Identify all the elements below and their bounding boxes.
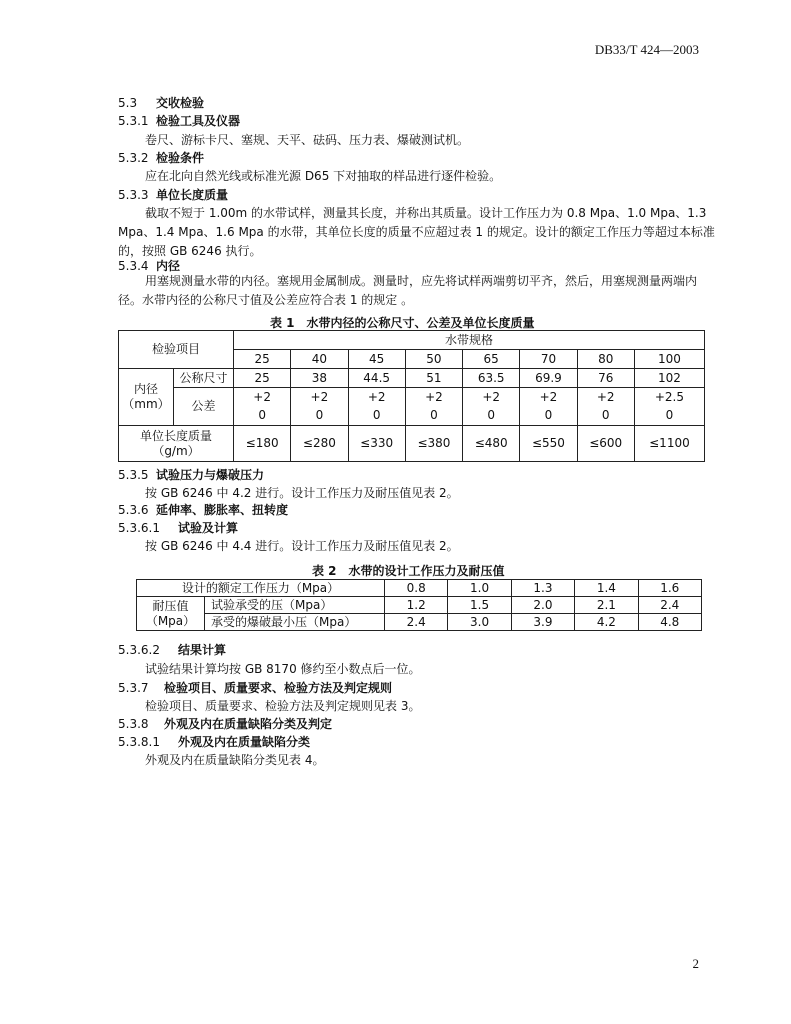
nominal-cell: 69.9 [520,369,577,388]
section-5-3-6-1: 5.3.6.1 试验及计算 [118,521,239,535]
burst-cell: 4.2 [575,614,638,631]
spec-cell: 80 [577,350,634,369]
section-5-3-8: 5.3.8 外观及内在质量缺陷分类及判定 [118,717,333,731]
spec-cell: 25 [234,350,291,369]
spec-cell: 45 [348,350,405,369]
tol-up-cell: +2 [291,388,348,407]
test-cell: 2.0 [511,597,574,614]
tol-low-cell: 0 [234,407,291,426]
tol-low-cell: 0 [348,407,405,426]
tol-up-cell: +2.5 [634,388,704,407]
section-5-3-5-text: 按 GB 6246 中 4.2 进行。设计工作压力及耐压值见表 2。 [145,486,459,500]
row-label-mass: 单位长度质量 （g/m） [119,426,234,462]
section-5-3-4: 5.3.4 内径 [118,259,181,273]
tol-low-cell: 0 [405,407,462,426]
test-cell: 2.4 [638,597,701,614]
table-2-caption: 表 2 水带的设计工作压力及耐压值 [312,564,505,578]
mass-cell: ≤380 [405,426,462,462]
row-label-design-pressure: 设计的额定工作压力（Mpa） [137,580,385,597]
section-5-3-4-text: 用塞规测量水带的内径。塞规用金属制成。测量时，应先将试样两端剪切平齐，然后，用塞规测量两端内径。水带内径的公称尺寸值及公差应符合表 1 的规定 。 [118,274,698,307]
table-1-header-spec: 水带规格 [234,331,705,350]
section-5-3-1-text: 卷尺、游标卡尺、塞规、天平、砝码、压力表、爆破测试机。 [145,133,470,147]
tol-low-cell: 0 [291,407,348,426]
nominal-cell: 25 [234,369,291,388]
tol-low-cell: 0 [634,407,704,426]
section-5-3-2: 5.3.2 检验条件 [118,151,205,165]
spec-cell: 70 [520,350,577,369]
row-label-tolerance: 公差 [174,388,234,426]
nominal-cell: 38 [291,369,348,388]
section-5-3-7-text: 检验项目、质量要求、检验方法及判定规则见表 3。 [145,699,421,713]
design-cell: 1.6 [638,580,701,597]
section-5-3-6-2-text: 试验结果计算均按 GB 8170 修约至小数点后一位。 [145,662,421,676]
tol-up-cell: +2 [520,388,577,407]
section-5-3-8-1: 5.3.8.1 外观及内在质量缺陷分类 [118,735,311,749]
spec-cell: 100 [634,350,704,369]
test-cell: 1.2 [385,597,448,614]
table-1-header-item: 检验项目 [119,331,234,369]
tol-low-cell: 0 [520,407,577,426]
spec-cell: 65 [463,350,520,369]
spec-cell: 50 [405,350,462,369]
section-5-3-6-2: 5.3.6.2 结果计算 [118,643,227,657]
mass-cell: ≤280 [291,426,348,462]
tol-up-cell: +2 [463,388,520,407]
nominal-cell: 44.5 [348,369,405,388]
design-cell: 0.8 [385,580,448,597]
design-cell: 1.3 [511,580,574,597]
page-number: 2 [692,956,699,971]
mass-cell: ≤180 [234,426,291,462]
table-1-caption: 表 1 水带内径的公称尺寸、公差及单位长度质量 [270,316,535,330]
section-5-3-7: 5.3.7 检验项目、质量要求、检验方法及判定规则 [118,681,393,695]
burst-cell: 2.4 [385,614,448,631]
nominal-cell: 63.5 [463,369,520,388]
nominal-cell: 51 [405,369,462,388]
mass-cell: ≤600 [577,426,634,462]
section-5-3-6-1-text: 按 GB 6246 中 4.4 进行。设计工作压力及耐压值见表 2。 [145,539,459,553]
row-label-pressure-resistance: 耐压值 （Mpa） [137,597,205,631]
row-label-test-pressure: 试验承受的压（Mpa） [205,597,385,614]
test-cell: 2.1 [575,597,638,614]
tol-low-cell: 0 [577,407,634,426]
section-5-3-2-text: 应在北向自然光线或标准光源 D65 下对抽取的样品进行逐件检验。 [145,169,502,183]
row-label-burst-pressure: 承受的爆破最小压（Mpa） [205,614,385,631]
section-5-3-5: 5.3.5 试验压力与爆破压力 [118,468,265,482]
tol-up-cell: +2 [405,388,462,407]
mass-cell: ≤1100 [634,426,704,462]
section-5-3-3: 5.3.3 单位长度质量 [118,188,229,202]
row-label-inner-diameter: 内径 （mm） [119,369,174,426]
tol-up-cell: +2 [234,388,291,407]
test-cell: 1.5 [448,597,511,614]
row-label-nominal: 公称尺寸 [174,369,234,388]
nominal-cell: 102 [634,369,704,388]
section-5-3: 5.3 交收检验 [118,96,205,110]
section-5-3-3-text: 截取不短于 1.00m 的水带试样，测量其长度，并称出其质量。设计工作压力为 0.8 Mpa、1.0 Mpa、1.3 Mpa、1.4 Mpa、1.6 Mpa 的水带，其单位长度的质量不应超过表 1 的规定。设计的额定工作压力等超过本标准的，按照 GB 6246 执行。 [118,206,715,258]
table-1 [118,330,705,462]
section-5-3-6: 5.3.6 延伸率、膨胀率、扭转度 [118,503,289,517]
table-2 [136,579,702,631]
burst-cell: 4.8 [638,614,701,631]
tol-low-cell: 0 [463,407,520,426]
mass-cell: ≤480 [463,426,520,462]
burst-cell: 3.0 [448,614,511,631]
mass-cell: ≤550 [520,426,577,462]
spec-cell: 40 [291,350,348,369]
nominal-cell: 76 [577,369,634,388]
section-5-3-1: 5.3.1 检验工具及仪器 [118,114,241,128]
document-code: DB33/T 424—2003 [594,42,699,57]
mass-cell: ≤330 [348,426,405,462]
burst-cell: 3.9 [511,614,574,631]
design-cell: 1.4 [575,580,638,597]
tol-up-cell: +2 [348,388,405,407]
section-5-3-8-1-text: 外观及内在质量缺陷分类见表 4。 [145,753,325,767]
tol-up-cell: +2 [577,388,634,407]
design-cell: 1.0 [448,580,511,597]
